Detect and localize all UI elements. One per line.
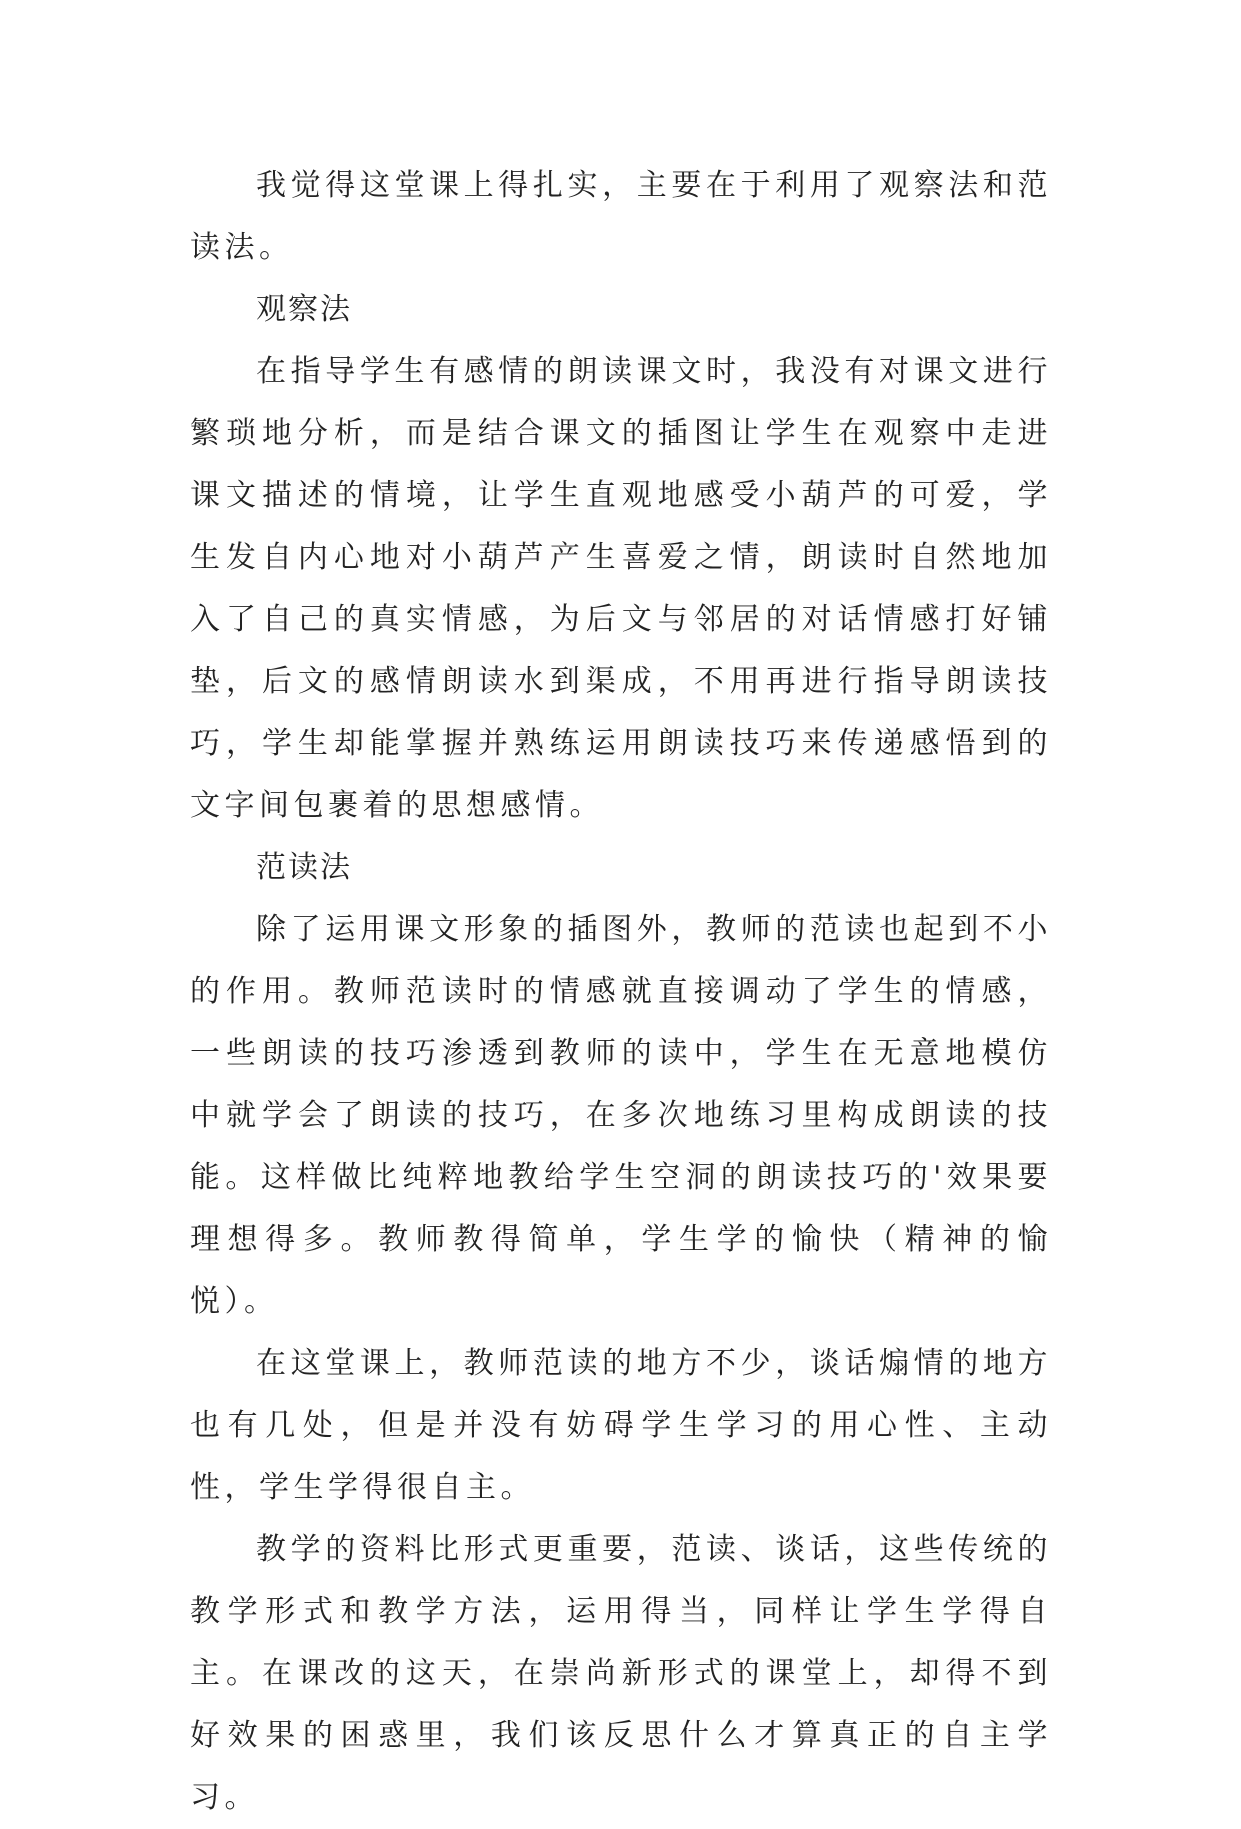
- section-heading-observation: 观察法: [256, 292, 352, 327]
- paragraph-conclusion: 教学的资料比形式更重要，范读、谈话，这些传统的教学形式和教学方法，运用得当，同样让学生学得自主。在课改的这天，在崇尚新形式的课堂上，却得不到好效果的困惑里，我们该反思什么才算真正的自主学习。: [190, 1532, 1052, 1815]
- section-heading-model-reading: 范读法: [256, 850, 352, 885]
- paragraph-model-reading: 除了运用课文形象的插图外，教师的范读也起到不小的作用。教师范读时的情感就直接调动了学生的情感，一些朗读的技巧渗透到教师的读中，学生在无意地模仿中就学会了朗读的技巧，在多次地练习里构成朗读的技能。这样做比纯粹地教给学生空洞的朗读技巧的'效果要理想得多。教师教得简单，学生学的愉快（精神的愉悦）。: [190, 912, 1052, 1319]
- paragraph-observation: 在指导学生有感情的朗读课文时，我没有对课文进行繁琐地分析，而是结合课文的插图让学生在观察中走进课文描述的情境，让学生直观地感受小葫芦的可爱，学生发自内心地对小葫芦产生喜爱之情，朗读时自然地加入了自己的真实情感，为后文与邻居的对话情感打好铺垫，后文的感情朗读水到渠成，不用再进行指导朗读技巧，学生却能掌握并熟练运用朗读技巧来传递感悟到的文字间包裹着的思想感情。: [190, 354, 1052, 823]
- paragraph-intro: 我觉得这堂课上得扎实，主要在于利用了观察法和范读法。: [190, 168, 1052, 265]
- document-body: [190, 155, 1052, 1829]
- paragraph-classroom: 在这堂课上，教师范读的地方不少，谈话煽情的地方也有几处，但是并没有妨碍学生学习的用心性、主动性，学生学得很自主。: [190, 1346, 1052, 1505]
